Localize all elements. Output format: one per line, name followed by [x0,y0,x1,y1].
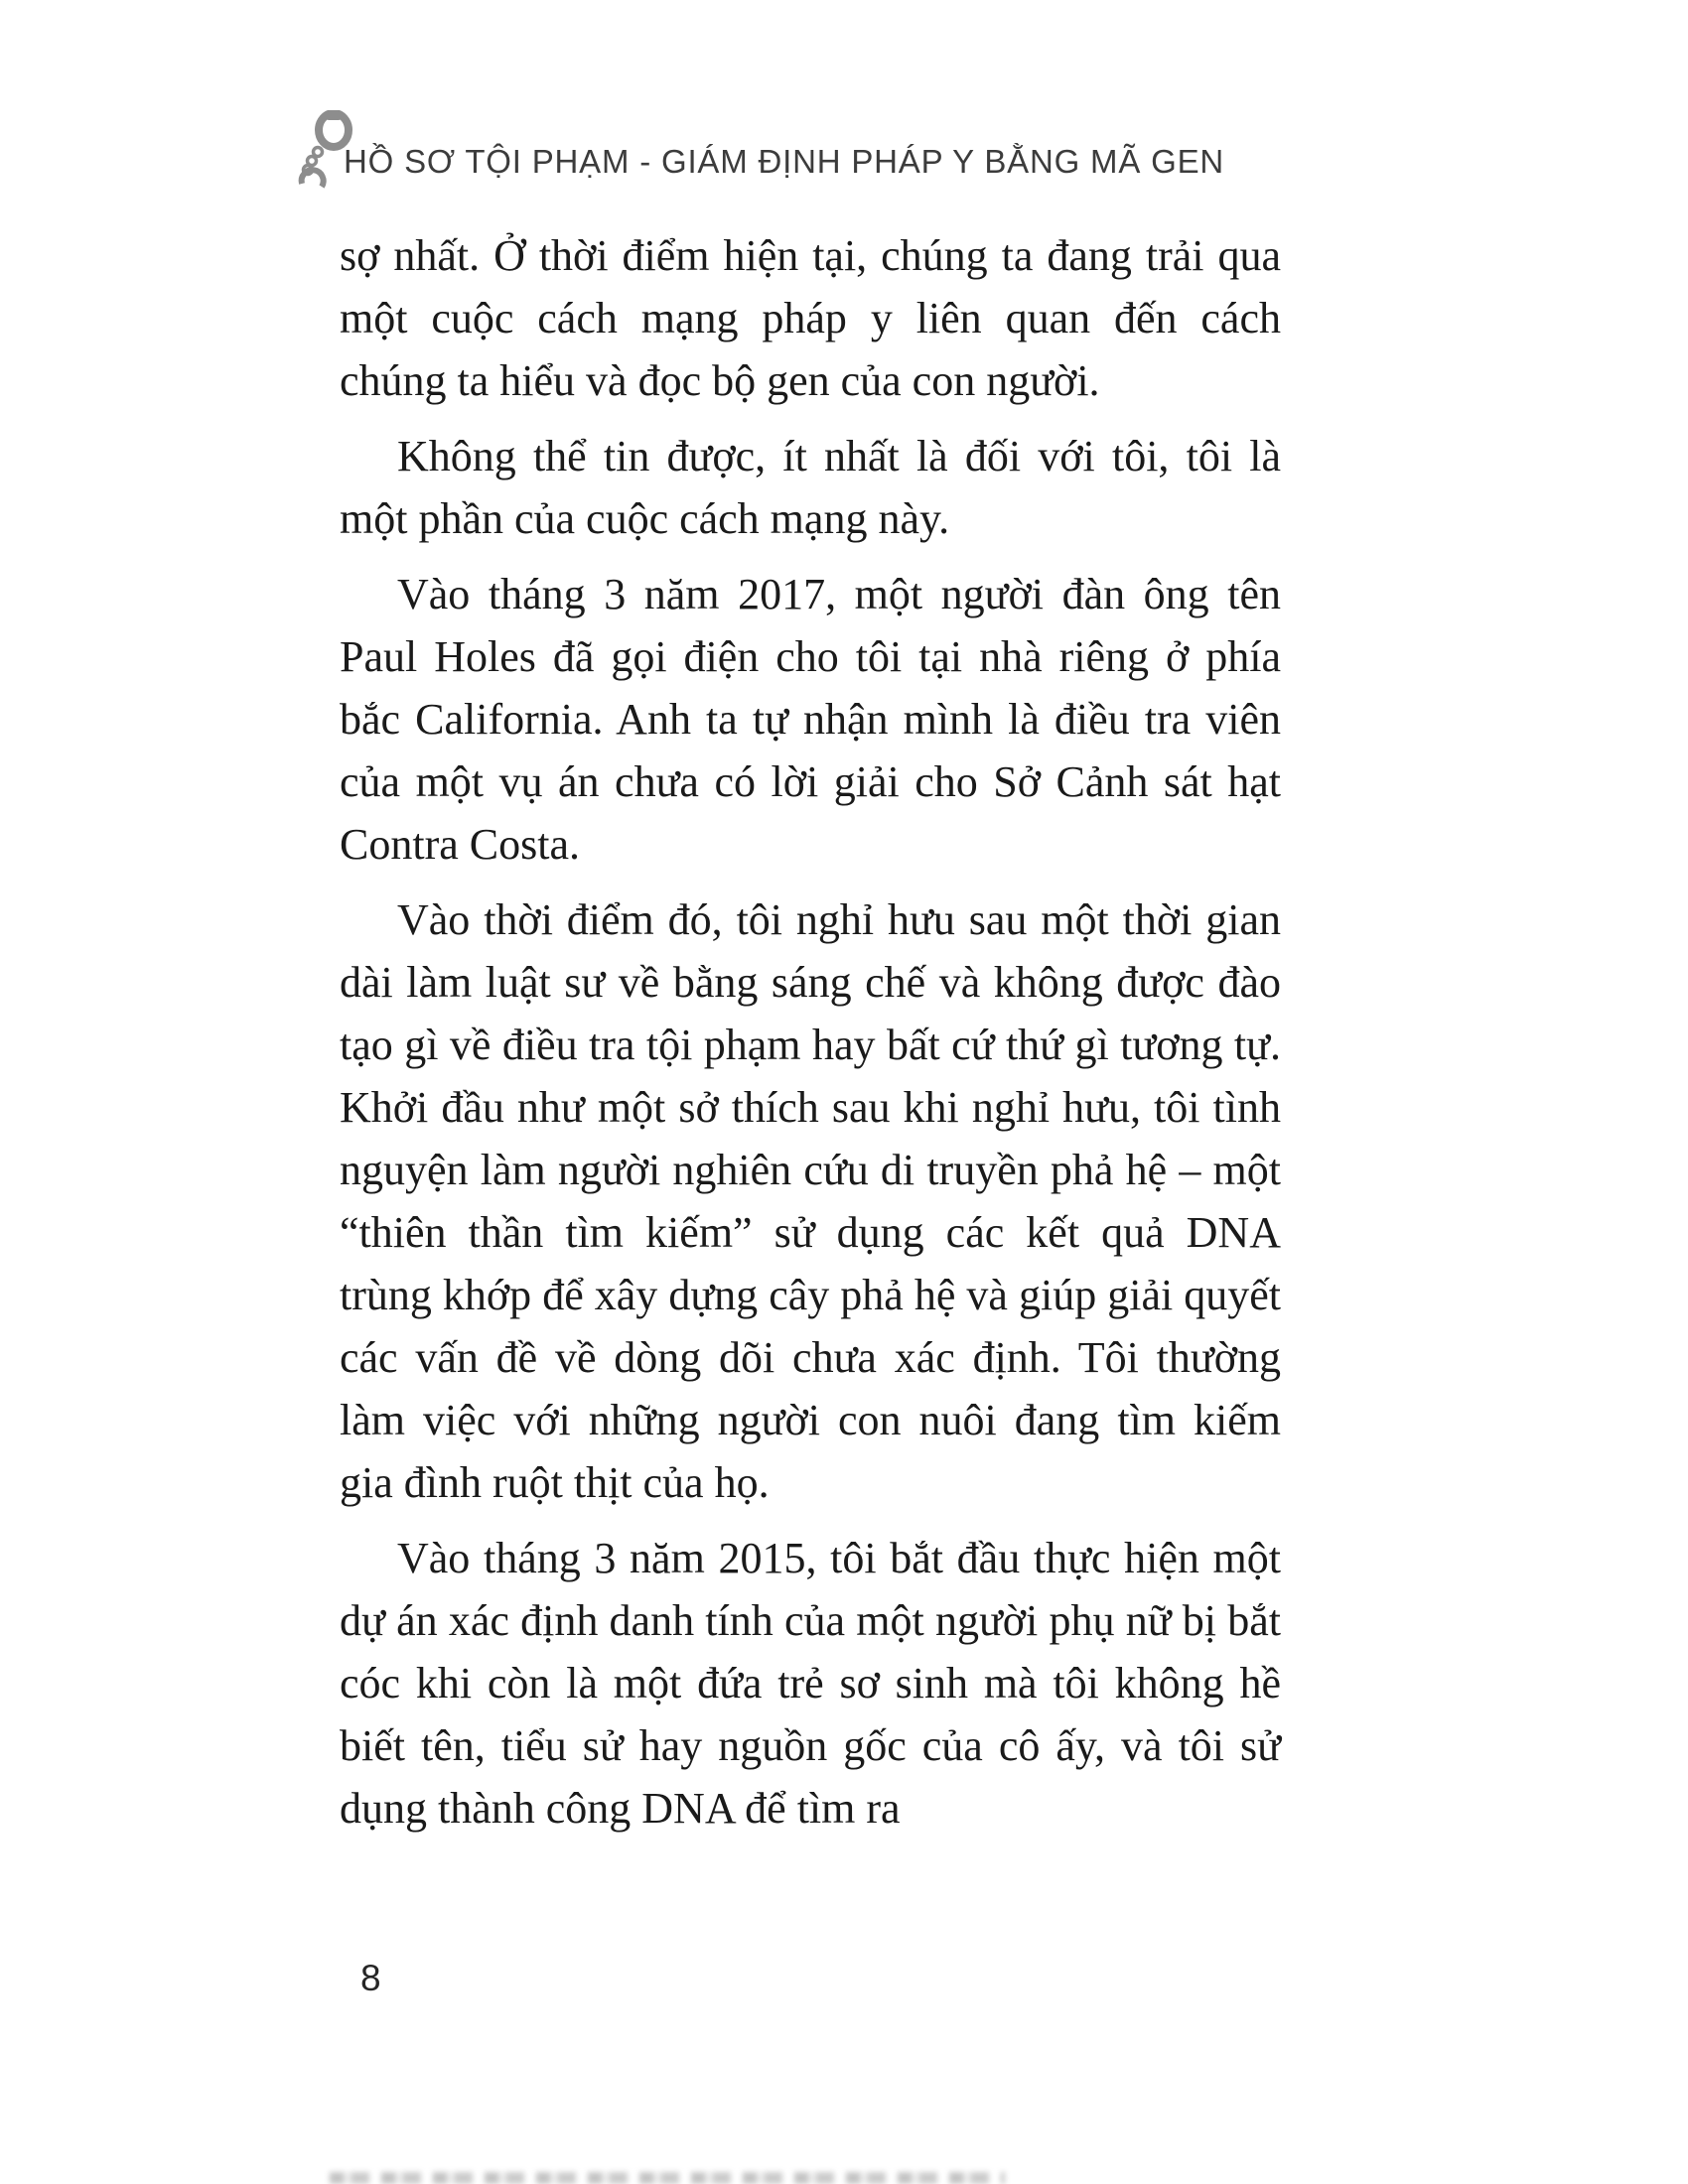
handcuffs-icon [296,110,357,192]
running-header [296,111,1224,191]
paragraph: sợ nhất. Ở thời điểm hiện tại, chúng ta đang trải qua một cuộc cách mạng pháp y liên quan đến cách chúng ta hiểu và đọc bộ gen của con người. [340,231,1281,405]
paragraph: Vào thời điểm đó, tôi nghỉ hưu sau một thời gian dài làm luật sư về bằng sáng chế và không được đào tạo gì về điều tra tội phạm hay bất cứ thứ gì tương tự. Khởi đầu như một sở thích sau khi nghỉ hưu, tôi tình nguyện làm người nghiên cứu di truyền phả hệ – một “thiên thần tìm kiếm” sử dụng các kết quả DNA trùng khớp để xây dựng cây phả hệ và giúp giải quyết các vấn đề về dòng dõi chưa xác định. Tôi thường làm việc với những người con nuôi đang tìm kiếm gia đình ruột thịt của họ. [340,895,1281,1507]
body-text-block [340,224,1281,1852]
page-number: 8 [360,1958,381,1998]
paragraph: Vào tháng 3 năm 2017, một người đàn ông tên Paul Holes đã gọi điện cho tôi tại nhà riêng ở phía bắc California. Anh ta tự nhận mình là điều tra viên của một vụ án chưa có lời giải cho Sở Cảnh sát hạt Contra Costa. [340,570,1281,869]
paragraph: Không thể tin được, ít nhất là đối với tôi, tôi là một phần của cuộc cách mạng này. [340,432,1281,543]
cropped-next-line-smudge [330,2172,1005,2184]
paragraph: Vào tháng 3 năm 2015, tôi bắt đầu thực hiện một dự án xác định danh tính của một người phụ nữ bị bắt cóc khi còn là một đứa trẻ sơ sinh mà tôi không hề biết tên, tiểu sử hay nguồn gốc của cô ấy, và tôi sử dụng thành công DNA để tìm ra [340,1534,1281,1833]
page-header-title: HỒ SƠ TỘI PHẠM - GIÁM ĐỊNH PHÁP Y BẰNG MÃ GEN [344,143,1225,180]
